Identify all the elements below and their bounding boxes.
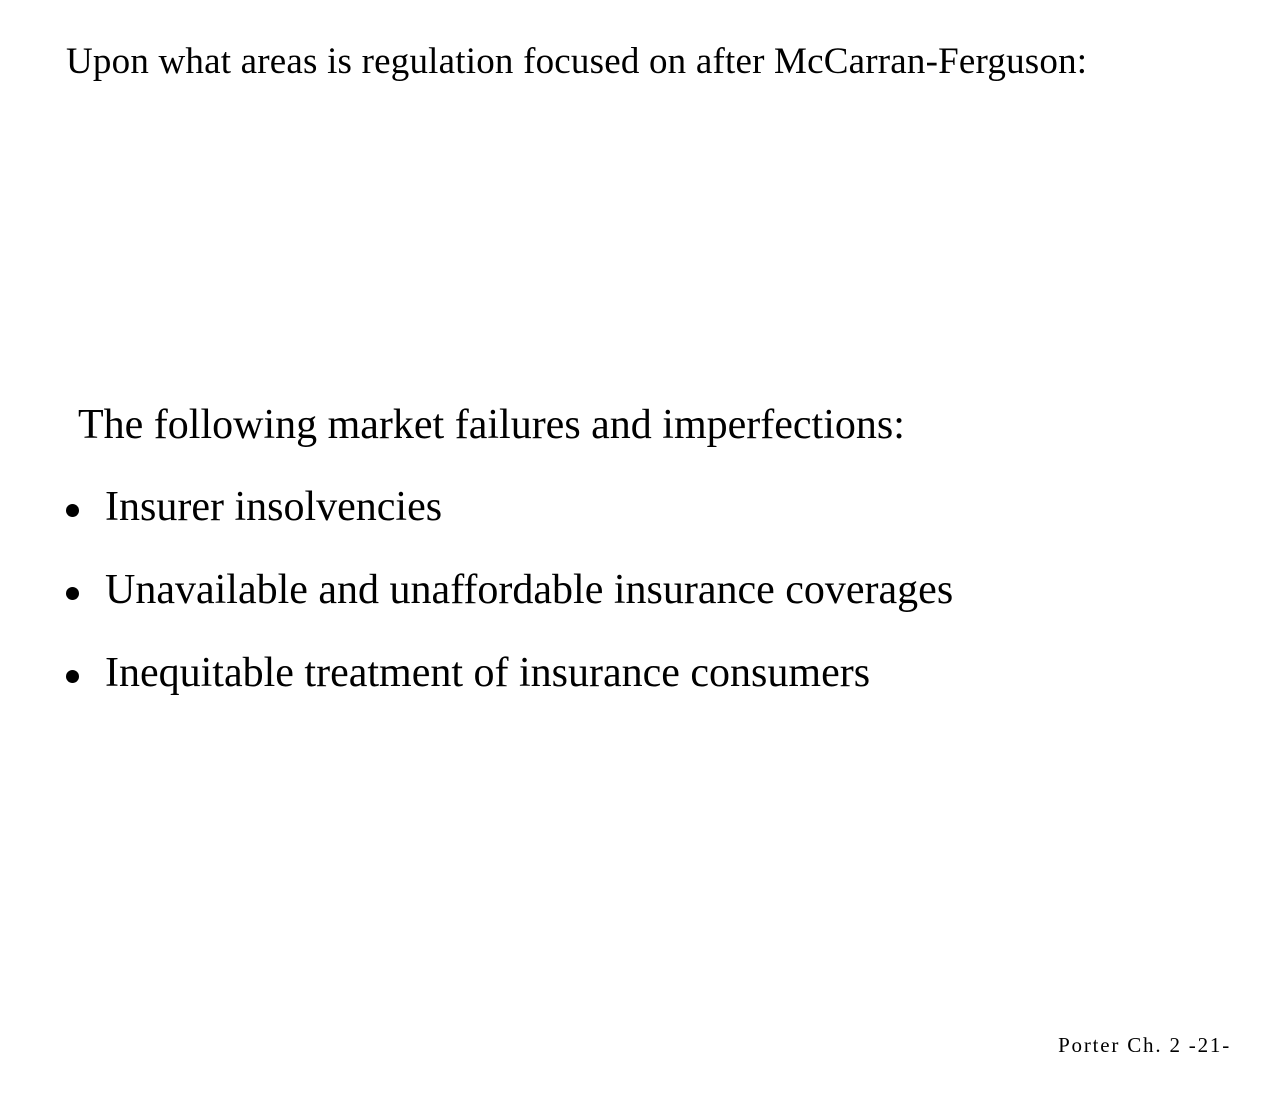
bullet-list [66, 482, 953, 731]
bullet-dot-icon [66, 587, 79, 600]
page-footer: Porter Ch. 2 -21- [1058, 1033, 1231, 1057]
bullet-item [66, 648, 953, 698]
bullet-item [66, 565, 953, 615]
bullet-dot-icon [66, 670, 79, 683]
bullet-text: Inequitable treatment of insurance consumers [105, 650, 871, 696]
bullet-text: Insurer insolvencies [105, 484, 443, 530]
page-heading: Upon what areas is regulation focused on after McCarran-Ferguson: [66, 41, 1088, 82]
bullet-item [66, 482, 953, 532]
bullet-text: Unavailable and unaffordable insurance coverages [105, 567, 954, 613]
bullet-dot-icon [66, 504, 79, 517]
intro-text: The following market failures and imperfections: [78, 402, 905, 448]
